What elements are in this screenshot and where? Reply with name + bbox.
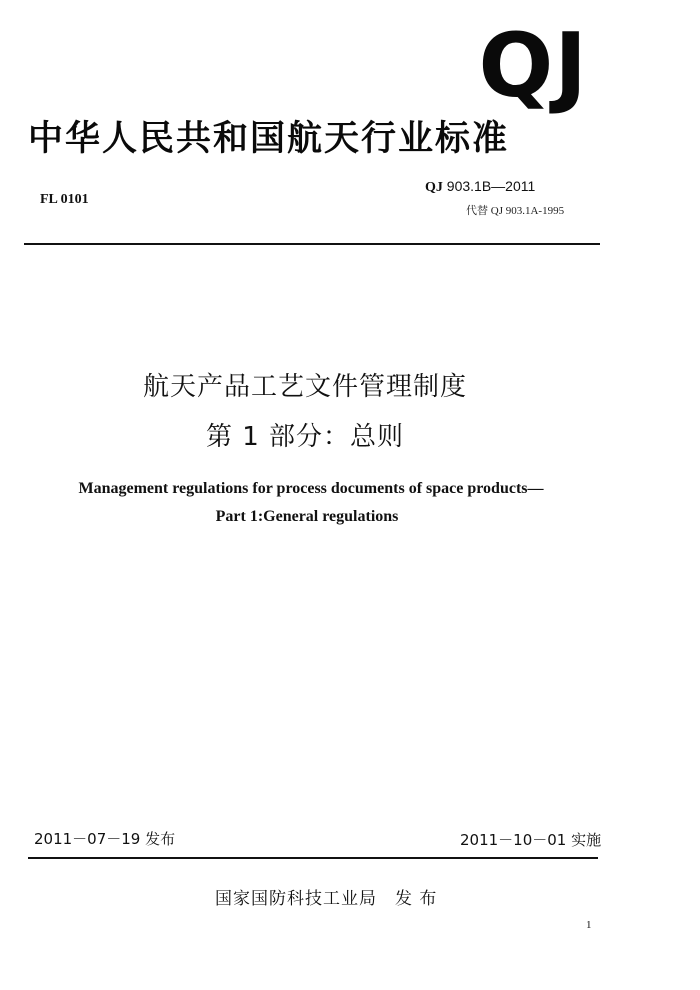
issuing-authority [215, 884, 437, 909]
bottom-divider [28, 857, 598, 859]
standard-number [425, 178, 535, 196]
document-subtitle-en: Part 1:General regulations [215, 508, 399, 525]
implementation-date: 2011－10－01 实施 [460, 831, 602, 849]
issue-word: 发 布 [395, 889, 438, 909]
document-title-cn: 航天产品工艺文件管理制度 [142, 372, 467, 402]
replaces-note: 代替 QJ 903.1A-1995 [466, 205, 565, 217]
standard-logo: QJ [478, 14, 588, 117]
standard-number-value: 903.1B—2011 [446, 178, 536, 194]
top-divider [24, 243, 600, 245]
standard-prefix: QJ [425, 180, 443, 195]
classification-code: FL 0101 [40, 192, 89, 207]
document-subtitle-cn: 第 1 部分：总则 [205, 422, 405, 452]
issuer-name: 国家国防科技工业局 [215, 889, 377, 909]
standard-category-title: 中华人民共和国航天行业标准 [28, 119, 510, 159]
document-title-en: Management regulations for process documents of space products— [78, 480, 544, 497]
issue-date: 2011－07－19 发布 [34, 830, 176, 848]
page-number: 1 [586, 919, 592, 931]
